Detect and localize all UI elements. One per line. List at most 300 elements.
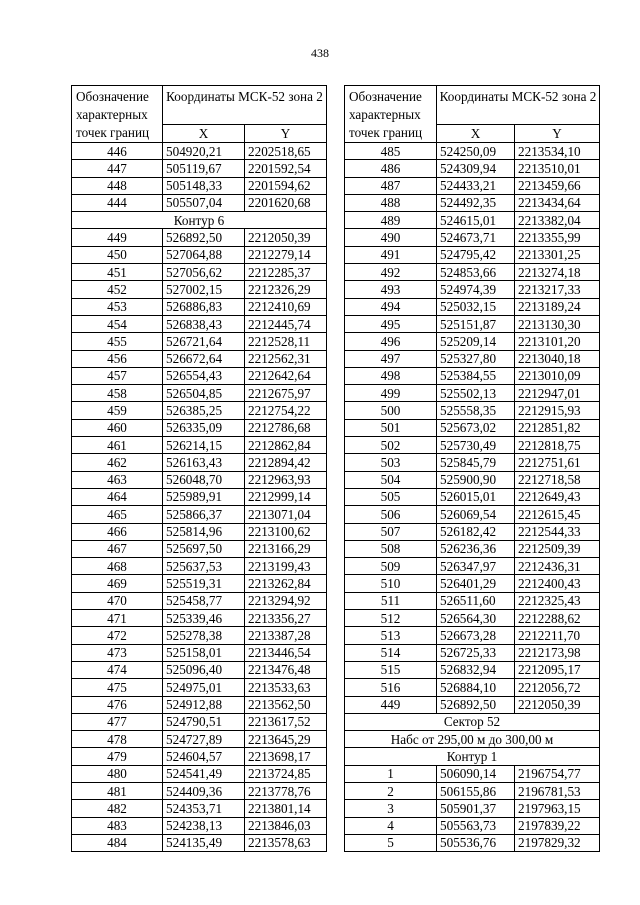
x-value: 527064,88 — [163, 246, 245, 263]
table-row — [345, 610, 600, 627]
point-label: 449 — [72, 229, 163, 246]
table-row — [72, 782, 327, 799]
x-value: 526069,54 — [437, 506, 515, 523]
y-value: 2212999,14 — [245, 488, 327, 505]
table-row — [345, 333, 600, 350]
y-value: 2201620,68 — [245, 194, 327, 211]
table-row — [345, 143, 600, 160]
point-label: 475 — [72, 679, 163, 696]
table-row — [72, 333, 327, 350]
y-value: 2213645,29 — [245, 731, 327, 748]
x-value: 526673,28 — [437, 627, 515, 644]
table-row — [72, 315, 327, 332]
x-value: 526385,25 — [163, 402, 245, 419]
table-row — [345, 385, 600, 402]
header-y: Y — [515, 124, 600, 142]
y-value: 2213698,17 — [245, 748, 327, 765]
x-value: 526672,64 — [163, 350, 245, 367]
point-label: 501 — [345, 419, 437, 436]
y-value: 2213617,52 — [245, 713, 327, 730]
y-value: 2212818,75 — [515, 437, 600, 454]
x-value: 524250,09 — [437, 143, 515, 160]
table-row — [345, 834, 600, 851]
x-value: 526554,43 — [163, 367, 245, 384]
point-label: 495 — [345, 315, 437, 332]
table-row — [72, 696, 327, 713]
x-value: 525339,46 — [163, 610, 245, 627]
point-label: 478 — [72, 731, 163, 748]
x-value: 525900,90 — [437, 471, 515, 488]
x-value: 505119,67 — [163, 160, 245, 177]
table-row — [345, 177, 600, 194]
table-row — [345, 558, 600, 575]
x-value: 506090,14 — [437, 765, 515, 782]
section-row — [345, 748, 600, 765]
y-value: 2213778,76 — [245, 782, 327, 799]
y-value: 2213130,30 — [515, 315, 600, 332]
header-point-label: Обозначение характерных точек границ — [72, 86, 163, 143]
y-value: 2201592,54 — [245, 160, 327, 177]
point-label: 505 — [345, 488, 437, 505]
y-value: 2212325,43 — [515, 592, 600, 609]
x-value: 524727,89 — [163, 731, 245, 748]
point-label: 459 — [72, 402, 163, 419]
y-value: 2212562,31 — [245, 350, 327, 367]
header-x: X — [437, 124, 515, 142]
point-label: 464 — [72, 488, 163, 505]
table-row — [72, 627, 327, 644]
y-value: 2213100,62 — [245, 523, 327, 540]
y-value: 2213071,04 — [245, 506, 327, 523]
point-label: 516 — [345, 679, 437, 696]
x-value: 525384,55 — [437, 367, 515, 384]
point-label: 504 — [345, 471, 437, 488]
table-row — [72, 540, 327, 557]
x-value: 526347,97 — [437, 558, 515, 575]
y-value: 2212894,42 — [245, 454, 327, 471]
point-label: 502 — [345, 437, 437, 454]
point-label: 499 — [345, 385, 437, 402]
x-value: 525697,50 — [163, 540, 245, 557]
table-row — [345, 246, 600, 263]
header-x: X — [163, 124, 245, 142]
table-row — [345, 575, 600, 592]
table-row — [72, 644, 327, 661]
x-value: 526401,29 — [437, 575, 515, 592]
x-value: 524795,42 — [437, 246, 515, 263]
y-value: 2212528,11 — [245, 333, 327, 350]
y-value: 2202518,65 — [245, 143, 327, 160]
x-value: 524853,66 — [437, 264, 515, 281]
x-value: 527002,15 — [163, 281, 245, 298]
table-row — [345, 402, 600, 419]
y-value: 2213476,48 — [245, 661, 327, 678]
point-label: 479 — [72, 748, 163, 765]
y-value: 2212915,93 — [515, 402, 600, 419]
y-value: 2212751,61 — [515, 454, 600, 471]
table-row — [345, 540, 600, 557]
x-value: 524433,21 — [437, 177, 515, 194]
x-value: 525209,14 — [437, 333, 515, 350]
point-label: 510 — [345, 575, 437, 592]
y-value: 2213382,04 — [515, 212, 600, 229]
y-value: 2213846,03 — [245, 817, 327, 834]
y-value: 2197839,22 — [515, 817, 600, 834]
y-value: 2213301,25 — [515, 246, 600, 263]
point-label: 482 — [72, 800, 163, 817]
x-value: 524790,51 — [163, 713, 245, 730]
table-row — [72, 419, 327, 436]
section-row — [72, 212, 327, 229]
x-value: 526335,09 — [163, 419, 245, 436]
x-value: 525278,38 — [163, 627, 245, 644]
y-value: 2213294,92 — [245, 592, 327, 609]
y-value: 2212786,68 — [245, 419, 327, 436]
y-value: 2212947,01 — [515, 385, 600, 402]
point-label: 487 — [345, 177, 437, 194]
x-value: 525814,96 — [163, 523, 245, 540]
point-label: 448 — [72, 177, 163, 194]
x-value: 525502,13 — [437, 385, 515, 402]
y-value: 2196754,77 — [515, 765, 600, 782]
point-label: 476 — [72, 696, 163, 713]
point-label: 444 — [72, 194, 163, 211]
x-value: 524912,88 — [163, 696, 245, 713]
table-row — [72, 679, 327, 696]
y-value: 2213434,64 — [515, 194, 600, 211]
point-label: 446 — [72, 143, 163, 160]
y-value: 2212754,22 — [245, 402, 327, 419]
x-value: 525096,40 — [163, 661, 245, 678]
table-row — [345, 506, 600, 523]
point-label: 458 — [72, 385, 163, 402]
point-label: 477 — [72, 713, 163, 730]
x-value: 505563,73 — [437, 817, 515, 834]
table-row — [72, 385, 327, 402]
y-value: 2213217,33 — [515, 281, 600, 298]
point-label: 469 — [72, 575, 163, 592]
table-row — [345, 229, 600, 246]
y-value: 2212615,45 — [515, 506, 600, 523]
x-value: 526892,50 — [163, 229, 245, 246]
table-row — [345, 350, 600, 367]
point-label: 3 — [345, 800, 437, 817]
point-label: 473 — [72, 644, 163, 661]
y-value: 2213166,29 — [245, 540, 327, 557]
y-value: 2212862,84 — [245, 437, 327, 454]
y-value: 2212410,69 — [245, 298, 327, 315]
point-label: 497 — [345, 350, 437, 367]
table-row — [72, 765, 327, 782]
table-row — [72, 713, 327, 730]
y-value: 2212400,43 — [515, 575, 600, 592]
x-value: 525032,15 — [437, 298, 515, 315]
x-value: 524238,13 — [163, 817, 245, 834]
point-label: 452 — [72, 281, 163, 298]
table-row — [72, 610, 327, 627]
point-label: 455 — [72, 333, 163, 350]
table-row — [72, 454, 327, 471]
section-title: Сектор 52 — [345, 713, 600, 730]
table-row — [72, 506, 327, 523]
table-row — [345, 160, 600, 177]
x-value: 525558,35 — [437, 402, 515, 419]
table-row — [72, 558, 327, 575]
x-value: 525519,31 — [163, 575, 245, 592]
table-row — [72, 748, 327, 765]
table-row — [345, 592, 600, 609]
x-value: 524974,39 — [437, 281, 515, 298]
point-label: 512 — [345, 610, 437, 627]
x-value: 505148,33 — [163, 177, 245, 194]
y-value: 2212963,93 — [245, 471, 327, 488]
point-label: 456 — [72, 350, 163, 367]
header-point-label: Обозначение характерных точек границ — [345, 86, 437, 143]
table-row — [72, 661, 327, 678]
y-value: 2212436,31 — [515, 558, 600, 575]
point-label: 4 — [345, 817, 437, 834]
table-row — [72, 229, 327, 246]
x-value: 525637,53 — [163, 558, 245, 575]
point-label: 483 — [72, 817, 163, 834]
point-label: 468 — [72, 558, 163, 575]
point-label: 485 — [345, 143, 437, 160]
table-row — [345, 437, 600, 454]
y-value: 2213356,27 — [245, 610, 327, 627]
x-value: 524975,01 — [163, 679, 245, 696]
section-title: Контур 1 — [345, 748, 600, 765]
point-label: 507 — [345, 523, 437, 540]
y-value: 2212642,64 — [245, 367, 327, 384]
point-label: 488 — [345, 194, 437, 211]
table-row — [345, 800, 600, 817]
coordinates-table-left — [71, 85, 327, 852]
y-value: 2213040,18 — [515, 350, 600, 367]
y-value: 2213274,18 — [515, 264, 600, 281]
y-value: 2212326,29 — [245, 281, 327, 298]
y-value: 2213262,84 — [245, 575, 327, 592]
x-value: 525730,49 — [437, 437, 515, 454]
table-row — [345, 419, 600, 436]
y-value: 2213101,20 — [515, 333, 600, 350]
table-row — [72, 264, 327, 281]
x-value: 525327,80 — [437, 350, 515, 367]
x-value: 505536,76 — [437, 834, 515, 851]
y-value: 2212056,72 — [515, 679, 600, 696]
y-value: 2213446,54 — [245, 644, 327, 661]
header-coordinates: Координаты МСК-52 зона 2 — [163, 86, 327, 125]
y-value: 2213355,99 — [515, 229, 600, 246]
header-y: Y — [245, 124, 327, 142]
point-label: 472 — [72, 627, 163, 644]
x-value: 526511,60 — [437, 592, 515, 609]
y-value: 2201594,62 — [245, 177, 327, 194]
x-value: 525989,91 — [163, 488, 245, 505]
y-value: 2213534,10 — [515, 143, 600, 160]
x-value: 524615,01 — [437, 212, 515, 229]
y-value: 2213533,63 — [245, 679, 327, 696]
point-label: 450 — [72, 246, 163, 263]
point-label: 509 — [345, 558, 437, 575]
y-value: 2197963,15 — [515, 800, 600, 817]
table-row — [72, 194, 327, 211]
table-row — [345, 212, 600, 229]
point-label: 467 — [72, 540, 163, 557]
point-label: 490 — [345, 229, 437, 246]
table-row — [72, 575, 327, 592]
x-value: 526015,01 — [437, 488, 515, 505]
point-label: 453 — [72, 298, 163, 315]
point-label: 511 — [345, 592, 437, 609]
y-value: 2212279,14 — [245, 246, 327, 263]
point-label: 514 — [345, 644, 437, 661]
table-row — [345, 471, 600, 488]
table-row — [72, 246, 327, 263]
x-value: 524673,71 — [437, 229, 515, 246]
header-coordinates: Координаты МСК-52 зона 2 — [437, 86, 600, 125]
table-row — [345, 696, 600, 713]
point-label: 515 — [345, 661, 437, 678]
section-row — [345, 731, 600, 748]
point-label: 465 — [72, 506, 163, 523]
y-value: 2213387,28 — [245, 627, 327, 644]
point-label: 2 — [345, 782, 437, 799]
point-label: 496 — [345, 333, 437, 350]
x-value: 524604,57 — [163, 748, 245, 765]
x-value: 525151,87 — [437, 315, 515, 332]
x-value: 505901,37 — [437, 800, 515, 817]
y-value: 2213801,14 — [245, 800, 327, 817]
table-row — [345, 367, 600, 384]
coordinates-table-right — [344, 85, 600, 852]
point-label: 451 — [72, 264, 163, 281]
table-row — [345, 679, 600, 696]
section-row — [345, 713, 600, 730]
point-label: 447 — [72, 160, 163, 177]
x-value: 525845,79 — [437, 454, 515, 471]
table-row — [345, 765, 600, 782]
x-value: 526048,70 — [163, 471, 245, 488]
y-value: 2212718,58 — [515, 471, 600, 488]
point-label: 481 — [72, 782, 163, 799]
table-row — [72, 800, 327, 817]
y-value: 2213459,66 — [515, 177, 600, 194]
table-row — [72, 281, 327, 298]
table-row — [345, 782, 600, 799]
point-label: 513 — [345, 627, 437, 644]
point-label: 462 — [72, 454, 163, 471]
x-value: 526214,15 — [163, 437, 245, 454]
y-value: 2213562,50 — [245, 696, 327, 713]
point-label: 494 — [345, 298, 437, 315]
table-row — [345, 315, 600, 332]
point-label: 471 — [72, 610, 163, 627]
y-value: 2212675,97 — [245, 385, 327, 402]
page-number: 438 — [311, 46, 329, 60]
table-row — [72, 177, 327, 194]
x-value: 524309,94 — [437, 160, 515, 177]
point-label: 1 — [345, 765, 437, 782]
x-value: 505507,04 — [163, 194, 245, 211]
table-row — [72, 367, 327, 384]
y-value: 2197829,32 — [515, 834, 600, 851]
y-value: 2213199,43 — [245, 558, 327, 575]
table-row — [345, 194, 600, 211]
y-value: 2213724,85 — [245, 765, 327, 782]
table-row — [345, 298, 600, 315]
x-value: 525673,02 — [437, 419, 515, 436]
point-label: 491 — [345, 246, 437, 263]
x-value: 526504,85 — [163, 385, 245, 402]
y-value: 2213189,24 — [515, 298, 600, 315]
table-row — [72, 143, 327, 160]
point-label: 489 — [345, 212, 437, 229]
x-value: 524541,49 — [163, 765, 245, 782]
table-row — [345, 281, 600, 298]
x-value: 526884,10 — [437, 679, 515, 696]
table-row — [345, 661, 600, 678]
point-label: 503 — [345, 454, 437, 471]
y-value: 2213510,01 — [515, 160, 600, 177]
table-row — [72, 523, 327, 540]
x-value: 526832,94 — [437, 661, 515, 678]
y-value: 2213010,09 — [515, 367, 600, 384]
table-row — [72, 488, 327, 505]
y-value: 2212288,62 — [515, 610, 600, 627]
table-row — [345, 264, 600, 281]
point-label: 506 — [345, 506, 437, 523]
point-label: 508 — [345, 540, 437, 557]
y-value: 2212544,33 — [515, 523, 600, 540]
y-value: 2212050,39 — [515, 696, 600, 713]
x-value: 524492,35 — [437, 194, 515, 211]
table-body-left — [72, 143, 327, 852]
x-value: 524409,36 — [163, 782, 245, 799]
section-title: Набс от 295,00 м до 300,00 м — [345, 731, 600, 748]
point-label: 498 — [345, 367, 437, 384]
y-value: 2212509,39 — [515, 540, 600, 557]
y-value: 2212649,43 — [515, 488, 600, 505]
x-value: 527056,62 — [163, 264, 245, 281]
table-row — [345, 644, 600, 661]
point-label: 480 — [72, 765, 163, 782]
y-value: 2196781,53 — [515, 782, 600, 799]
table-row — [345, 488, 600, 505]
x-value: 525866,37 — [163, 506, 245, 523]
x-value: 525158,01 — [163, 644, 245, 661]
x-value: 526892,50 — [437, 696, 515, 713]
x-value: 524135,49 — [163, 834, 245, 851]
x-value: 526725,33 — [437, 644, 515, 661]
y-value: 2212050,39 — [245, 229, 327, 246]
x-value: 526236,36 — [437, 540, 515, 557]
table-row — [72, 402, 327, 419]
x-value: 526182,42 — [437, 523, 515, 540]
y-value: 2212445,74 — [245, 315, 327, 332]
y-value: 2212211,70 — [515, 627, 600, 644]
table-row — [345, 523, 600, 540]
point-label: 492 — [345, 264, 437, 281]
table-row — [72, 298, 327, 315]
table-row — [345, 817, 600, 834]
table-body-right — [345, 143, 600, 852]
point-label: 500 — [345, 402, 437, 419]
table-row — [72, 592, 327, 609]
x-value: 506155,86 — [437, 782, 515, 799]
point-label: 454 — [72, 315, 163, 332]
x-value: 526163,43 — [163, 454, 245, 471]
point-label: 5 — [345, 834, 437, 851]
